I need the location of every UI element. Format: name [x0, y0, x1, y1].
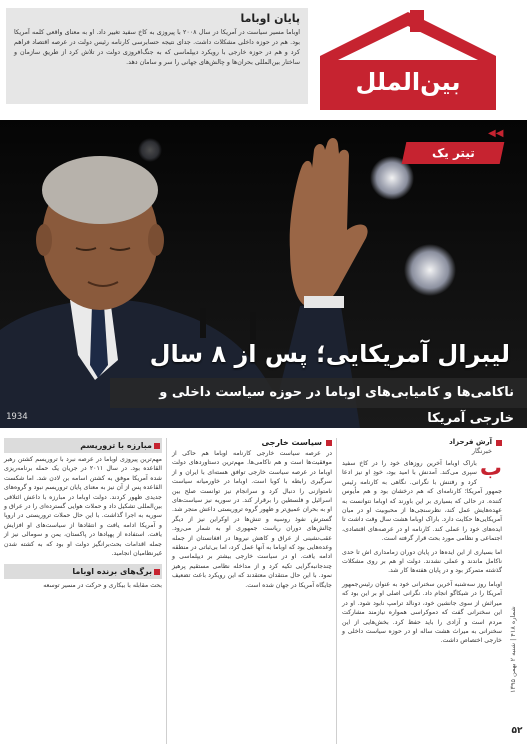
- section-heading: برگ‌های برنده اوباما: [4, 564, 162, 579]
- article-paragraph: اوباما روز سه‌شنبه آخرین سخنرانی خود به عنوان رئیس‌جمهور آمریکا را در شیکاگو انجام داد. نگرانی اصلی او بر این بود که میراثش از سوی جانشین خود، دونالد ترامپ نابود شود. او در این سخنرانی گفت که دموکراسی همواره نیازمند مشارکت مردم است و آزادی را باید حفظ کرد. بخش‌هایی از این سخنرانی به میراث هشت ساله او در حوزه سیاست داخلی و خارجی اختصاص داشت.: [342, 580, 502, 645]
- hero-photo: [0, 120, 527, 428]
- article-columns: [0, 434, 527, 750]
- article-lead: [342, 456, 502, 544]
- headline: لیبرال آمریکایی؛ پس از ۸ سال: [149, 340, 510, 368]
- article-lead-text: باراک اوباما آخرین روزهای خود را در کاخ سفید سپری می‌کند. آمدنش با امید بود، خودِ او نیز ادعا کرد و رفتنش با نگرانی. نگاهی به کارنامه رئیس جمهور آمریکا؛ کارنامه‌ای که هم درخشان بود و هم مأیوس کننده. در حالی که بسیاری بر این باورند که اوباما نتوانست به عهده‌هایش عمل کند، نظرسنجی‌ها از محبوبیت او در میان آمریکایی‌ها حکایت دارد. باراک اوباما هشت سال وقت داشت تا ایده‌های خود را عملی کند. کارنامه او در عرصه‌های اقتصادی، اجتماعی و نظامی مورد بحث قرار گرفته است.: [342, 460, 502, 543]
- subheadline: ناکامی‌ها و کامیابی‌های اوباما در حوزه سیاست داخلی و خارجی آمریکا: [159, 385, 514, 426]
- article-paragraph: اما بسیاری از این ایده‌ها در پایان دوران زمامداری اش تا حدی ناکامل ماندند و عملی نشدند. دولت او هم بر روی مشکلات گذشته متمرکز بود و در پایان هفته‌ها کار شد.: [342, 548, 502, 575]
- section-tag-label: تیتر یک: [431, 146, 475, 160]
- intro-box: [6, 8, 308, 104]
- column-left: [4, 438, 162, 748]
- article-paragraph: در عرصه سیاست خارجی کارنامه اوباما هم حاکی از موفقیت‌ها است و هم ناکامی‌ها. مهم‌ترین دستاوردهای دولت اوباما در عرصه سیاست خارجی توافق هسته‌ای با ایران و از سرگیری رابطه با کوبا است. اوباما در خاورمیانه سیاست نامتوازنی را دنبال کرد و سرانجام نیز توانست صلح بین اسرائیل و فلسطین را برقرار کند. در سوریه نیز سیاست‌های او به بحران عمیق‌تر و ظهور گروه تروریستی داعش منجر شد. گسترش نفوذ روسیه و تنش‌ها در اوکراین نیز از دیگر چالش‌های دوران ریاست جمهوری او به شمار می‌رود. عقب‌نشینی از عراق و کاهش نیروها در افغانستان از جمله وعده‌هایی بود که اوباما به آنها عمل کرد، اما بی‌ثباتی در منطقه ادامه یافت. او در سیاست خارجی بیشتر بر دیپلماسی و چندجانبه‌گرایی تکیه کرد و از مداخله نظامی مستقیم پرهیز نمود. با این حال منتقدان معتقدند که این رویکرد باعث تضعیف جایگاه آمریکا در جهان شده است.: [172, 450, 332, 589]
- column-divider: [166, 438, 167, 744]
- issue-info: شماره ۴۱۸ | شنبه ۲ بهمن ۱۳۹۵: [509, 606, 517, 694]
- photo-credit: 1934: [6, 412, 28, 422]
- intro-text: اوباما مسیر سیاست در آمریکا در سال ۲۰۰۸ با پیروزی به کاخ سفید تغییر داد. او به معنای واقعی کلمه آمریکا بود. هم در حوزه داخلی مشکلات داشت. جدای نتیجه حسابرسی کارنامه رئیس دولت در عرصه اقتصاد فراهم کرد و هم در حوزه خارجی با رویکرد دیپلماسی که به جنگ‌افروزی دولت در تلاش کرد از طریق سازمان و ساختار بین‌المللی بحران‌ها و چالش‌های جهانی را سر و سامان دهد.: [14, 29, 300, 66]
- column-right: [342, 438, 502, 748]
- section-logo: [318, 10, 498, 112]
- page-number: ۵۲: [511, 726, 523, 736]
- byline-role: خبرنگار: [471, 447, 492, 455]
- column-divider: [336, 438, 337, 744]
- logo-text: بین‌الملل: [355, 68, 461, 96]
- section-tag: [402, 142, 505, 164]
- intro-title: پایان اوباما: [240, 12, 300, 25]
- column-middle: [172, 438, 332, 748]
- page-header: [0, 0, 527, 118]
- section-heading: مبارزه با تروریسم: [4, 438, 162, 453]
- article-paragraph: مهم‌ترین پیروزی اوباما در عرصه نبرد با تروریسم کشتن رهبر القاعده بود. در سال ۲۰۱۱ در جریان یک حمله برنامه‌ریزی شده آمریکا موفق به کشتن اسامه بن لادن شد. اما شکست القاعده پس از آن نیز به معنای پایان تروریسم نبود و گروه‌های جدیدی ظهور کردند. دولت اوباما در مبارزه با داعش ائتلافی بین‌المللی تشکیل داد و حملات هوایی گسترده‌ای را در عراق و سوریه به اجرا گذاشت. با این حال حملات تروریستی در اروپا و آمریکا ادامه یافت و انتقادها از سیاست‌های او افزایش یافت. استفاده از پهپادها در پاکستان، یمن و سومالی نیز از جمله اقدامات بحث‌برانگیز دولت او بود که به کشته شدن غیرنظامیان انجامید.: [4, 456, 162, 558]
- article-paragraph: بحث مقابله با بیکاری و حرکت در مسیر توسعه: [43, 582, 162, 590]
- section-heading: سیاست خارجی: [172, 438, 332, 447]
- dropcap: ب: [479, 456, 502, 481]
- byline-author: آرش فرحزاد: [342, 438, 502, 446]
- tag-arrows-icon: ◀◀: [488, 128, 504, 139]
